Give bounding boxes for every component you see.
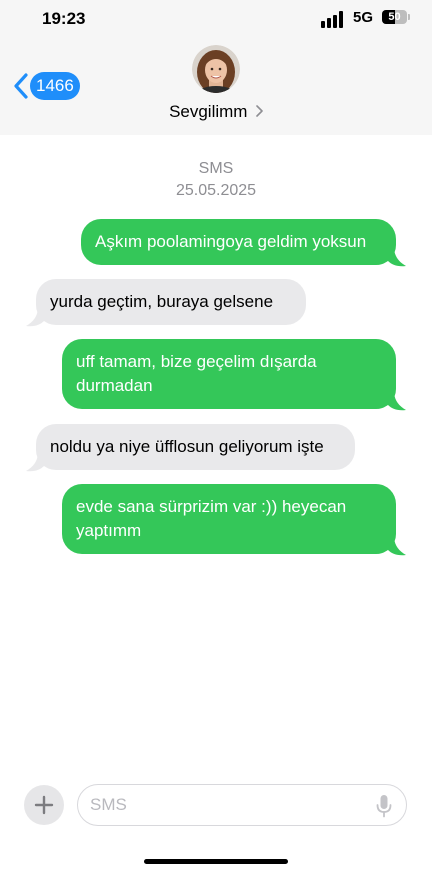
contact-avatar[interactable] [192, 45, 240, 93]
message-bubble-incoming[interactable] [36, 279, 306, 325]
status-bar [0, 0, 432, 36]
conversation-header [0, 36, 432, 135]
message-bubble-outgoing[interactable] [81, 219, 396, 265]
message-text: noldu ya niye üfflosun geliyorum işte [50, 437, 324, 456]
bubble-tail [388, 393, 406, 411]
message-text: uff tamam, bize geçelim dışarda durmadan [76, 352, 317, 395]
message-bubble-incoming[interactable] [36, 424, 355, 470]
message-input-container [77, 784, 407, 826]
network-type: 5G [353, 9, 374, 26]
cellular-signal-icon [321, 10, 347, 28]
service-label: SMS [198, 160, 234, 177]
message-text: evde sana sürprizim var :)) heyecan yaptımm [76, 497, 347, 540]
microphone-icon[interactable] [376, 794, 392, 818]
chevron-right-icon [256, 105, 263, 117]
message-input[interactable] [90, 785, 360, 825]
thread-date: 25.05.2025 [175, 182, 257, 199]
battery-level: 50 [388, 11, 401, 23]
message-text: Aşkım poolamingoya geldim yoksun [95, 232, 367, 251]
bubble-tail [388, 249, 406, 267]
message-bubble-outgoing[interactable] [62, 484, 396, 554]
bubble-tail [26, 309, 44, 327]
plus-icon [34, 795, 54, 815]
avatar-photo-icon [192, 45, 240, 93]
home-indicator[interactable] [144, 859, 288, 864]
add-attachment-button[interactable] [24, 785, 64, 825]
back-button[interactable] [12, 71, 80, 101]
unread-count-badge: 1466 [30, 72, 80, 100]
message-bubble-outgoing[interactable] [62, 339, 396, 409]
bubble-tail [388, 538, 406, 556]
contact-details-link[interactable] [0, 102, 432, 122]
thread-date-header [0, 158, 432, 202]
contact-name: Sevgilimm [169, 102, 248, 121]
message-text: yurda geçtim, buraya gelsene [50, 292, 274, 311]
status-time: 19:23 [42, 9, 86, 28]
bubble-tail [26, 454, 44, 472]
chevron-left-icon [12, 73, 30, 99]
battery-icon [382, 10, 407, 24]
